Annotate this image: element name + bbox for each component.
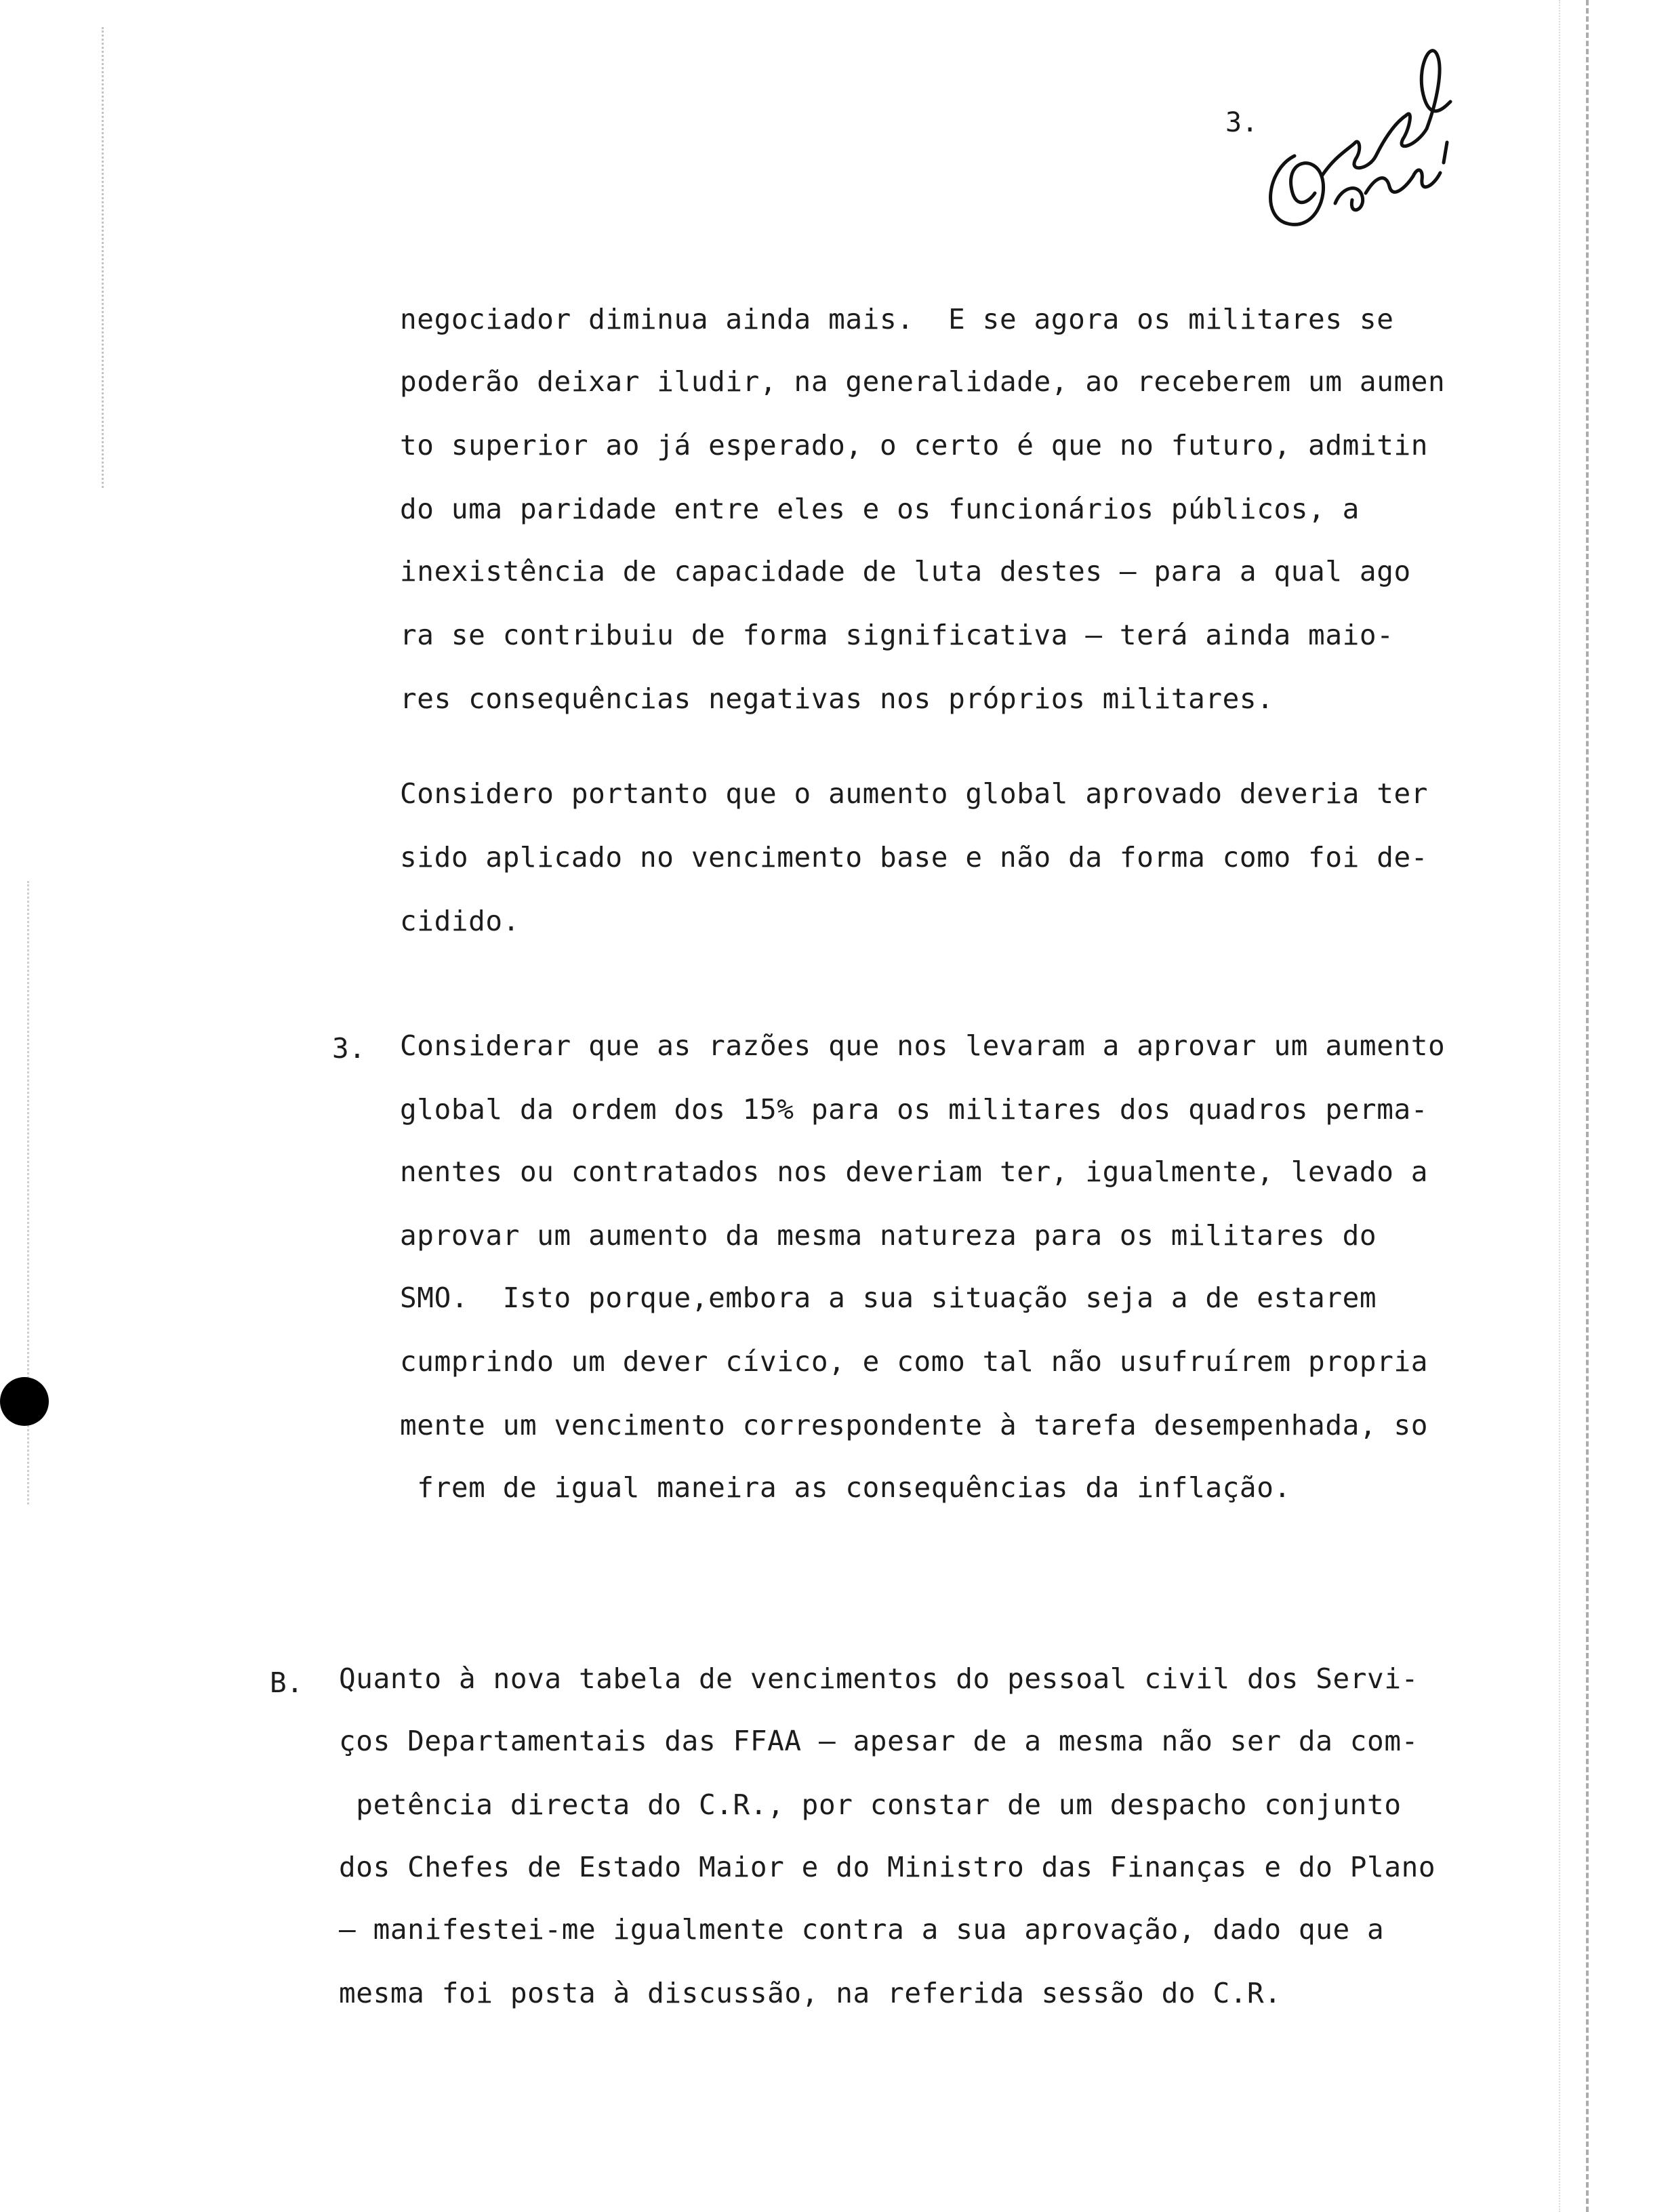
- text-line: global da ordem dos 15% para os militares dos quadros perma-: [400, 1093, 1429, 1126]
- text-line: aprovar um aumento da mesma natureza para os militares do: [400, 1219, 1377, 1252]
- page-number: 3.: [1225, 107, 1259, 138]
- text-line: to superior ao já esperado, o certo é que no futuro, admitin: [400, 429, 1429, 462]
- text-line: dos Chefes de Estado Maior e do Ministro das Finanças e do Plano: [339, 1851, 1436, 1883]
- text-line: Considero portanto que o aumento global aprovado deveria ter: [400, 777, 1429, 810]
- section-letter: B.: [270, 1666, 304, 1699]
- text-line: mesma foi posta à discussão, na referida sessão do C.R.: [339, 1977, 1282, 2009]
- text-line: cumprindo um dever cívico, e como tal não usufruírem propria: [400, 1345, 1429, 1378]
- punch-hole: [0, 1377, 49, 1426]
- item-number: 3.: [332, 1032, 366, 1065]
- text-line: ços Departamentais das FFAA — apesar de a mesma não ser da com-: [339, 1725, 1419, 1757]
- scan-edge-mark-secondary: [1559, 0, 1562, 2212]
- text-line: — manifestei-me igualmente contra a sua aprovação, dado que a: [339, 1913, 1385, 1946]
- text-line: inexistência de capacidade de luta destes — para a qual ago: [400, 555, 1411, 588]
- text-line: cidido.: [400, 905, 520, 937]
- text-line: frem de igual maneira as consequências da inflação.: [400, 1471, 1291, 1504]
- text-line: SMO. Isto porque,embora a sua situação seja a de estarem: [400, 1282, 1377, 1314]
- text-line: do uma paridade entre eles e os funcionários públicos, a: [400, 493, 1360, 525]
- text-line: ra se contribuiu de forma significativa — terá ainda maio-: [400, 619, 1394, 651]
- text-line: petência directa do C.R., por constar de um despacho conjunto: [339, 1788, 1402, 1821]
- text-line: Considerar que as razões que nos levaram a aprovar um aumento: [400, 1029, 1446, 1062]
- text-line: negociador diminua ainda mais. E se agora os militares se: [400, 303, 1394, 335]
- text-line: poderão deixar iludir, na generalidade, ao receberem um aumen: [400, 365, 1446, 398]
- scan-edge-mark: [1586, 0, 1594, 2212]
- handwritten-signature: [1240, 41, 1457, 244]
- text-line: mente um vencimento correspondente à tarefa desempenhada, so: [400, 1409, 1429, 1441]
- text-line: Quanto à nova tabela de vencimentos do pessoal civil dos Servi-: [339, 1662, 1419, 1695]
- text-line: nentes ou contratados nos deveriam ter, igualmente, levado a: [400, 1155, 1429, 1188]
- text-line: sido aplicado no vencimento base e não da forma como foi de-: [400, 841, 1429, 874]
- text-line: res consequências negativas nos próprios militares.: [400, 682, 1274, 715]
- scan-specks-top-left: [102, 27, 131, 488]
